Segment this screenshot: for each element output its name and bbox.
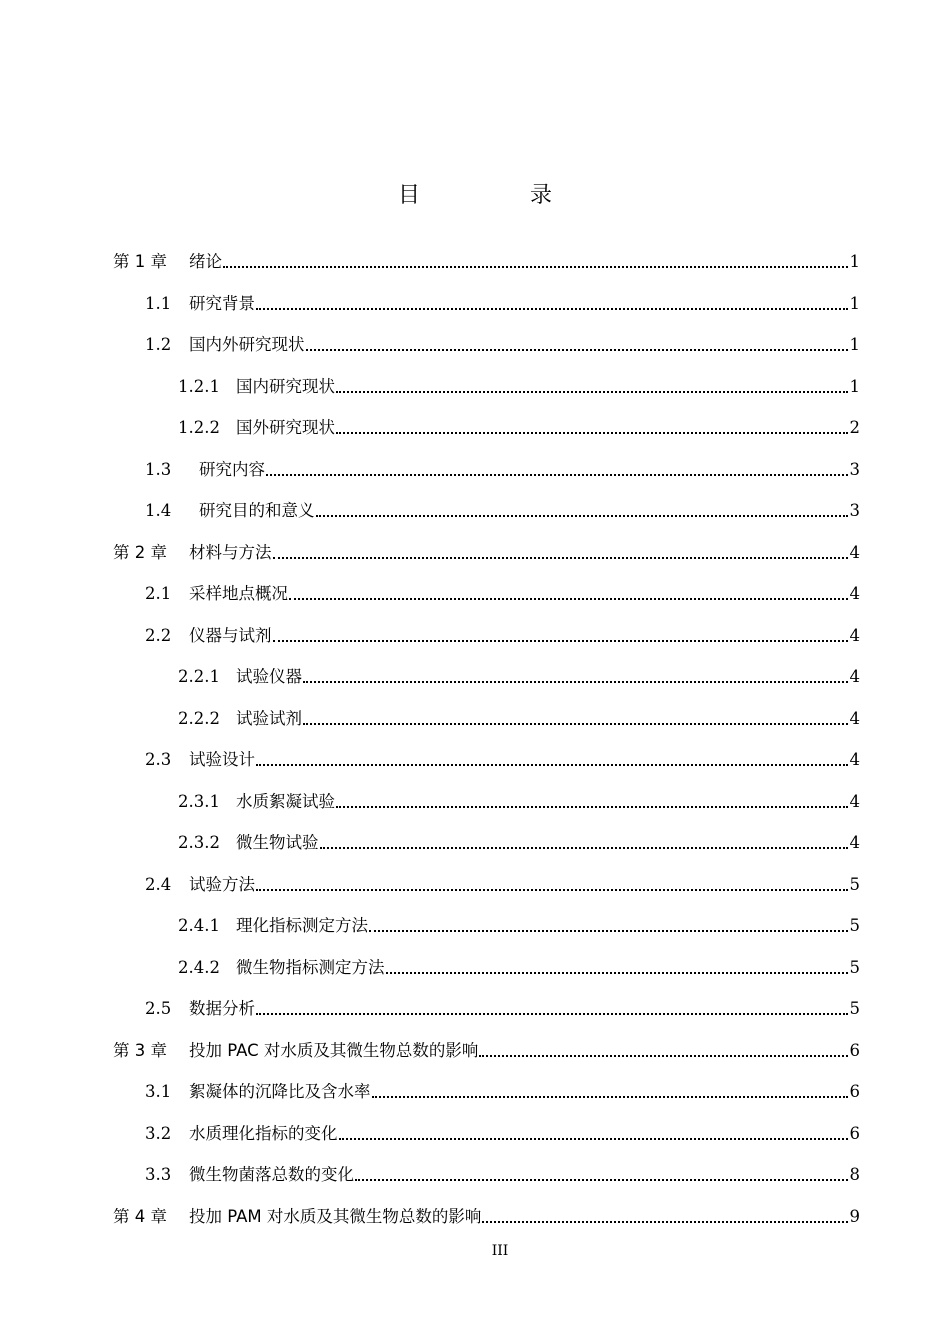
toc-entry-level-2[interactable] bbox=[145, 1114, 860, 1144]
toc-entry-number: 2.4 bbox=[145, 874, 172, 894]
toc-entry-label: 采样地点概况 bbox=[189, 584, 288, 603]
toc-entry-page: 3 bbox=[849, 459, 860, 479]
dot-leader bbox=[316, 515, 848, 517]
toc-entry-level-3[interactable] bbox=[178, 408, 860, 438]
toc-entry-page: 3 bbox=[849, 501, 860, 520]
toc-entry-label: 数据分析 bbox=[189, 999, 255, 1018]
page-number-footer: III bbox=[491, 1243, 509, 1259]
toc-entry-page: 1 bbox=[849, 252, 860, 271]
toc-entry-label: 试验试剂 bbox=[236, 708, 302, 728]
toc-entry-level-3[interactable] bbox=[178, 367, 860, 397]
toc-entry-number: 第 4 章 bbox=[113, 1206, 167, 1226]
toc-entry-number: 1.2 bbox=[145, 335, 172, 354]
toc-entry-label: 国内研究现状 bbox=[236, 376, 335, 396]
toc-entry-level-3[interactable] bbox=[178, 906, 860, 936]
toc-entry-number: 1.2.1 bbox=[178, 376, 220, 396]
toc-entry-number: 1.1 bbox=[145, 293, 172, 313]
dot-leader bbox=[256, 889, 848, 891]
toc-entry-number: 2.2.1 bbox=[178, 667, 220, 686]
toc-entry-label: 投加 PAM 对水质及其微生物总数的影响 bbox=[189, 1206, 482, 1226]
toc-entry-page: 5 bbox=[849, 916, 860, 935]
dot-leader bbox=[223, 266, 848, 268]
toc-entry-level-2[interactable] bbox=[145, 325, 860, 355]
toc-entry-page: 2 bbox=[849, 418, 860, 437]
toc-entry-page: 6 bbox=[849, 1123, 860, 1143]
toc-entry-level-3[interactable] bbox=[178, 782, 860, 812]
toc-entry-page: 4 bbox=[849, 584, 860, 603]
toc-entry-page: 5 bbox=[849, 957, 860, 977]
toc-entry-number: 2.5 bbox=[145, 999, 172, 1018]
toc-title: 目 录 bbox=[397, 183, 596, 208]
toc-entry-number: 2.3.1 bbox=[178, 791, 220, 811]
toc-entry-page: 5 bbox=[849, 999, 860, 1018]
dot-leader bbox=[320, 847, 848, 849]
toc-entry-label: 微生物指标测定方法 bbox=[236, 957, 385, 977]
toc-entry-page: 1 bbox=[849, 293, 860, 313]
toc-entry-number: 2.2.2 bbox=[178, 708, 220, 728]
toc-entry-level-2[interactable] bbox=[145, 616, 860, 646]
dot-leader bbox=[386, 972, 848, 974]
dot-leader bbox=[355, 1179, 848, 1181]
toc-entry-label: 微生物菌落总数的变化 bbox=[189, 1165, 354, 1184]
toc-entry-number: 1.3 bbox=[145, 459, 172, 479]
toc-entry-label: 试验设计 bbox=[189, 750, 255, 769]
toc-entry-level-1[interactable] bbox=[113, 533, 860, 563]
toc-entry-label: 微生物试验 bbox=[236, 833, 319, 852]
toc-entry-page: 6 bbox=[849, 1040, 860, 1060]
dot-leader bbox=[256, 308, 848, 310]
toc-entry-page: 4 bbox=[849, 708, 860, 728]
toc-entry-level-1[interactable] bbox=[113, 242, 860, 272]
toc-entry-page: 4 bbox=[849, 833, 860, 852]
toc-entry-level-2[interactable] bbox=[145, 574, 860, 604]
dot-leader bbox=[372, 1096, 848, 1098]
toc-entry-number: 2.1 bbox=[145, 584, 172, 603]
dot-leader bbox=[303, 681, 848, 683]
toc-entry-number: 2.2 bbox=[145, 625, 172, 645]
toc-entry-level-2[interactable] bbox=[145, 284, 860, 314]
toc-entry-level-2[interactable] bbox=[145, 1072, 860, 1102]
dot-leader bbox=[369, 930, 848, 932]
toc-entry-page: 4 bbox=[849, 667, 860, 686]
toc-entry-number: 2.3 bbox=[145, 750, 172, 769]
toc-entry-number: 第 1 章 bbox=[113, 252, 167, 271]
toc-entry-label: 仪器与试剂 bbox=[189, 625, 272, 645]
dot-leader bbox=[273, 557, 848, 559]
dot-leader bbox=[336, 806, 848, 808]
toc-entry-page: 4 bbox=[849, 791, 860, 811]
toc-entry-level-2[interactable] bbox=[145, 989, 860, 1019]
toc-entry-label: 研究目的和意义 bbox=[199, 501, 315, 520]
toc-entry-level-3[interactable] bbox=[178, 948, 860, 978]
toc-entry-number: 3.3 bbox=[145, 1165, 172, 1184]
toc-entry-page: 9 bbox=[849, 1206, 860, 1226]
toc-entry-level-3[interactable] bbox=[178, 823, 860, 853]
toc-entry-page: 1 bbox=[849, 376, 860, 396]
toc-entry-level-2[interactable] bbox=[145, 450, 860, 480]
toc-entry-label: 水质絮凝试验 bbox=[236, 791, 335, 811]
dot-leader bbox=[336, 432, 848, 434]
toc-entry-label: 国外研究现状 bbox=[236, 418, 335, 437]
toc-entry-label: 材料与方法 bbox=[189, 542, 272, 562]
toc-entry-level-2[interactable] bbox=[145, 865, 860, 895]
toc-entry-number: 2.3.2 bbox=[178, 833, 220, 852]
toc-entry-page: 4 bbox=[849, 542, 860, 562]
toc-entry-page: 1 bbox=[849, 335, 860, 354]
toc-entry-page: 5 bbox=[849, 874, 860, 894]
toc-entry-label: 研究背景 bbox=[189, 293, 255, 313]
dot-leader bbox=[266, 474, 848, 476]
toc-entry-number: 2.4.2 bbox=[178, 957, 220, 977]
toc-entry-level-1[interactable] bbox=[113, 1031, 860, 1061]
toc-entry-number: 第 3 章 bbox=[113, 1040, 167, 1060]
toc-entry-number: 2.4.1 bbox=[178, 916, 220, 935]
toc-entry-label: 试验仪器 bbox=[236, 667, 302, 686]
toc-entry-page: 8 bbox=[849, 1165, 860, 1184]
toc-entry-level-2[interactable] bbox=[145, 1155, 860, 1185]
toc-entry-page: 4 bbox=[849, 625, 860, 645]
toc-entry-page: 4 bbox=[849, 750, 860, 769]
dot-leader bbox=[482, 1221, 847, 1223]
dot-leader bbox=[339, 1138, 848, 1140]
toc-entry-page: 6 bbox=[849, 1082, 860, 1101]
toc-entry-label: 国内外研究现状 bbox=[189, 335, 305, 354]
toc-entry-label: 水质理化指标的变化 bbox=[189, 1123, 338, 1143]
toc-entry-level-2[interactable] bbox=[145, 740, 860, 770]
toc-entry-label: 绪论 bbox=[189, 252, 222, 271]
toc-entry-number: 1.4 bbox=[145, 501, 172, 520]
toc-entry-number: 3.2 bbox=[145, 1123, 172, 1143]
dot-leader bbox=[256, 1013, 848, 1015]
toc-entry-number: 1.2.2 bbox=[178, 418, 220, 437]
dot-leader bbox=[306, 349, 848, 351]
toc-entry-level-1[interactable] bbox=[113, 1197, 860, 1227]
toc-entry-number: 第 2 章 bbox=[113, 542, 167, 562]
toc-entry-label: 理化指标测定方法 bbox=[236, 916, 368, 935]
toc-entry-level-3[interactable] bbox=[178, 657, 860, 687]
dot-leader bbox=[479, 1055, 847, 1057]
toc-entry-label: 絮凝体的沉降比及含水率 bbox=[189, 1082, 371, 1101]
dot-leader bbox=[303, 723, 848, 725]
toc-entry-level-2[interactable] bbox=[145, 491, 860, 521]
toc-entry-label: 试验方法 bbox=[189, 874, 255, 894]
toc-entry-label: 投加 PAC 对水质及其微生物总数的影响 bbox=[189, 1040, 479, 1060]
dot-leader bbox=[256, 764, 848, 766]
dot-leader bbox=[273, 640, 848, 642]
toc-entry-number: 3.1 bbox=[145, 1082, 172, 1101]
toc-entry-level-3[interactable] bbox=[178, 699, 860, 729]
toc-entry-label: 研究内容 bbox=[199, 459, 265, 479]
dot-leader bbox=[336, 391, 848, 393]
dot-leader bbox=[289, 598, 848, 600]
